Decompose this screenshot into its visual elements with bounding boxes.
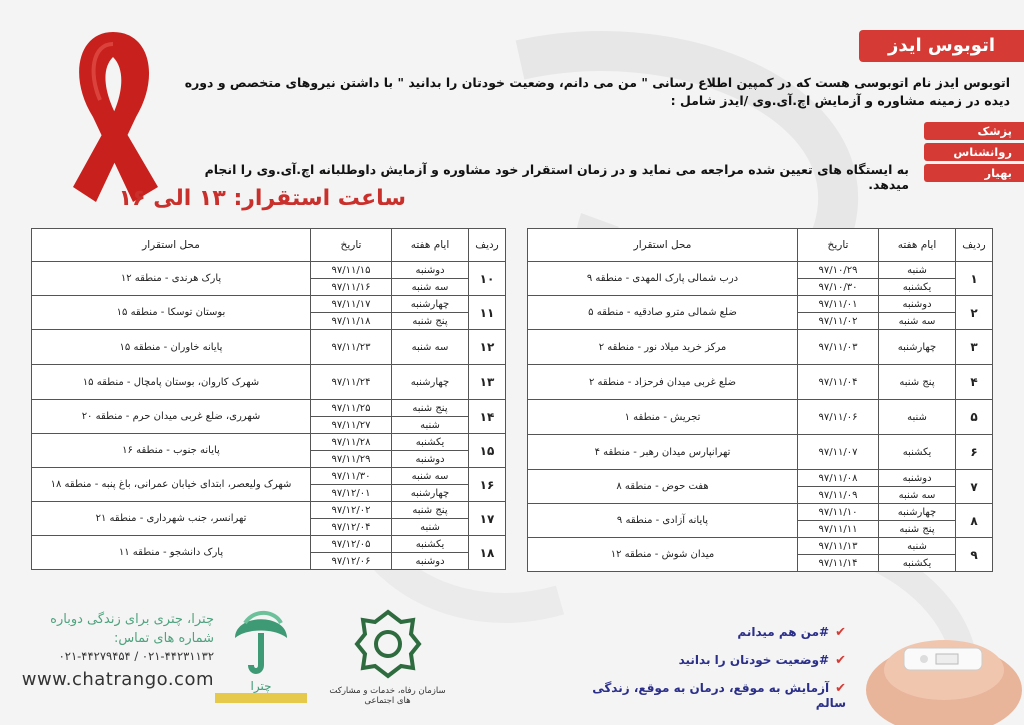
- place-cell: بوستان توسکا - منطقه ۱۵: [32, 296, 311, 330]
- place-cell: تهرانسر، جنب شهرداری - منطقه ۲۱: [32, 502, 311, 536]
- date-cell: ۹۷/۱۱/۰۸: [798, 470, 879, 487]
- day-cell: یکشنبه: [879, 435, 956, 470]
- day-cell: یکشنبه: [392, 434, 469, 451]
- check-icon: ✔: [835, 653, 846, 668]
- date-cell: ۹۷/۱۱/۰۱: [798, 296, 879, 313]
- date-cell: ۹۷/۱۱/۱۸: [311, 313, 392, 330]
- row-number: ۹: [956, 538, 993, 572]
- place-cell: مرکز خرید میلاد نور - منطقه ۲: [528, 330, 798, 365]
- day-cell: دوشنبه: [392, 553, 469, 570]
- date-cell: ۹۷/۱۲/۰۵: [311, 536, 392, 553]
- table-row: [528, 435, 993, 470]
- col-header-place: محل استقرار: [528, 229, 798, 262]
- chatra-contact: [14, 612, 214, 690]
- place-cell: پارک دانشجو - منطقه ۱۱: [32, 536, 311, 570]
- tagline: چترا، چتری برای زندگی دوباره: [50, 612, 214, 627]
- row-number: ۷: [956, 470, 993, 504]
- page-title: اتوبوس ایدز: [859, 30, 1024, 62]
- col-header-place: محل استقرار: [32, 229, 311, 262]
- date-cell: ۹۷/۱۰/۳۰: [798, 279, 879, 296]
- row-number: ۱۰: [469, 262, 506, 296]
- day-cell: یکشنبه: [879, 555, 956, 572]
- date-cell: ۹۷/۱۱/۱۱: [798, 521, 879, 538]
- logo-bar: [215, 693, 307, 703]
- date-cell: ۹۷/۱۱/۱۳: [798, 538, 879, 555]
- welfare-org-logo: [325, 608, 450, 713]
- col-header-day: ایام هفته: [879, 229, 956, 262]
- col-header-day: ایام هفته: [392, 229, 469, 262]
- chatra-logo: [215, 603, 307, 703]
- day-cell: چهارشنبه: [392, 296, 469, 313]
- day-cell: یکشنبه: [879, 279, 956, 296]
- date-cell: ۹۷/۱۱/۲۷: [311, 417, 392, 434]
- row-number: ۶: [956, 435, 993, 470]
- place-cell: شهرک کاروان، بوستان پامچال - منطقه ۱۵: [32, 365, 311, 400]
- refer-text: به ایستگاه های تعیین شده مراجعه می نماید و در زمان استقرار خود مشاوره و آزمایش داوطلبانه اچ.آی.وی را انجام میدهد.: [204, 162, 909, 192]
- day-cell: چهارشنبه: [392, 365, 469, 400]
- day-cell: چهارشنبه: [879, 504, 956, 521]
- date-cell: ۹۷/۱۱/۱۴: [798, 555, 879, 572]
- row-number: ۱۶: [469, 468, 506, 502]
- table-row: [32, 365, 506, 400]
- emblem-icon: [353, 608, 423, 680]
- row-number: ۱۸: [469, 536, 506, 570]
- table-row: [528, 330, 993, 365]
- day-cell: دوشنبه: [879, 470, 956, 487]
- row-number: ۱۲: [469, 330, 506, 365]
- place-cell: میدان شوش - منطقه ۱۲: [528, 538, 798, 572]
- table-row: [528, 470, 993, 487]
- date-cell: ۹۷/۱۱/۲۵: [311, 400, 392, 417]
- place-cell: شهرک ولیعصر، ابتدای خیابان عمرانی، باغ پنبه - منطقه ۱۸: [32, 468, 311, 502]
- place-cell: شهرری، ضلع غربی میدان حرم - منطقه ۲۰: [32, 400, 311, 434]
- date-cell: ۹۷/۱۱/۰۲: [798, 313, 879, 330]
- check-icon: ✔: [835, 681, 846, 696]
- day-cell: دوشنبه: [392, 262, 469, 279]
- date-cell: ۹۷/۱۱/۱۷: [311, 296, 392, 313]
- day-cell: سه شنبه: [392, 279, 469, 296]
- place-cell: تهرانپارس میدان رهبر - منطقه ۴: [528, 435, 798, 470]
- table-row: [528, 538, 993, 555]
- table-row: [528, 296, 993, 313]
- logo-name: چترا: [250, 679, 272, 693]
- table-row: [32, 296, 506, 313]
- place-cell: پایانه آزادی - منطقه ۹: [528, 504, 798, 538]
- place-cell: ضلع شمالی مترو صادقیه - منطقه ۵: [528, 296, 798, 330]
- day-cell: سه شنبه: [392, 330, 469, 365]
- date-cell: ۹۷/۱۱/۱۶: [311, 279, 392, 296]
- date-cell: ۹۷/۱۲/۰۴: [311, 519, 392, 536]
- date-cell: ۹۷/۱۱/۰۷: [798, 435, 879, 470]
- date-cell: ۹۷/۱۲/۰۲: [311, 502, 392, 519]
- intro-text: اتوبوس ایدز نام اتوبوسی هست که در کمپین اطلاع رسانی " من می دانم، وضعیت خودتان را بدانید " با داشتن نیروهای متخصص و دوره دیده در زمینه مشاوره و آزمایش اچ.آی.وی /ایدز شامل :: [184, 75, 1010, 108]
- date-cell: ۹۷/۱۱/۰۴: [798, 365, 879, 400]
- day-cell: شنبه: [392, 417, 469, 434]
- day-cell: یکشنبه: [392, 536, 469, 553]
- row-number: ۱: [956, 262, 993, 296]
- table-row: [32, 536, 506, 553]
- table-row: [528, 365, 993, 400]
- slogan-item: ✔#وضعیت خودتان را بدانید: [678, 653, 846, 668]
- contact-label: شماره های تماس:: [113, 631, 214, 646]
- day-cell: شنبه: [879, 262, 956, 279]
- table-row: [32, 468, 506, 485]
- table-row: [32, 330, 506, 365]
- row-number: ۳: [956, 330, 993, 365]
- schedule-table-right: [527, 228, 993, 572]
- date-cell: ۹۷/۱۱/۱۰: [798, 504, 879, 521]
- col-header-row: ردیف: [956, 229, 993, 262]
- row-number: ۱۵: [469, 434, 506, 468]
- date-cell: ۹۷/۱۱/۰۶: [798, 400, 879, 435]
- place-cell: ضلع غربی میدان فرحزاد - منطقه ۲: [528, 365, 798, 400]
- red-ribbon-icon: [38, 22, 188, 212]
- staff-roles: [924, 122, 1024, 185]
- row-number: ۴: [956, 365, 993, 400]
- check-icon: ✔: [835, 625, 846, 640]
- row-number: ۸: [956, 504, 993, 538]
- day-cell: دوشنبه: [392, 451, 469, 468]
- slogan-item: ✔آزمایش به موقع، درمان به موقع، زندگی سالم: [592, 681, 846, 710]
- day-cell: شنبه: [879, 538, 956, 555]
- day-cell: سه شنبه: [879, 313, 956, 330]
- row-number: ۱۱: [469, 296, 506, 330]
- slogan-item: ✔#من هم میدانم: [737, 625, 846, 640]
- day-cell: شنبه: [879, 400, 956, 435]
- phone-numbers: ۰۲۱-۴۴۲۷۹۴۵۴ / ۰۲۱-۴۴۲۳۱۱۳۲: [58, 649, 214, 663]
- umbrella-icon: [215, 603, 307, 683]
- place-cell: پایانه خاوران - منطقه ۱۵: [32, 330, 311, 365]
- hours-heading: ساعت استقرار: ۱۳ الی ۱۶: [118, 186, 406, 211]
- date-cell: ۹۷/۱۰/۲۹: [798, 262, 879, 279]
- table-row: [32, 262, 506, 279]
- day-cell: چهارشنبه: [392, 485, 469, 502]
- table-row: [528, 262, 993, 279]
- day-cell: چهارشنبه: [879, 330, 956, 365]
- date-cell: ۹۷/۱۱/۱۵: [311, 262, 392, 279]
- org-caption: سازمان رفاه، خدمات و مشارکت های اجتماعی: [329, 686, 446, 706]
- table-row: [32, 434, 506, 451]
- day-cell: سه شنبه: [879, 487, 956, 504]
- role-tag: بهیار: [924, 164, 1024, 182]
- date-cell: ۹۷/۱۱/۲۸: [311, 434, 392, 451]
- date-cell: ۹۷/۱۱/۰۹: [798, 487, 879, 504]
- place-cell: پارک هرندی - منطقه ۱۲: [32, 262, 311, 296]
- place-cell: هفت حوض - منطقه ۸: [528, 470, 798, 504]
- schedule-table-left: [31, 228, 506, 570]
- day-cell: پنج شنبه: [879, 521, 956, 538]
- date-cell: ۹۷/۱۲/۰۶: [311, 553, 392, 570]
- row-number: ۵: [956, 400, 993, 435]
- date-cell: ۹۷/۱۱/۲۴: [311, 365, 392, 400]
- row-number: ۱۳: [469, 365, 506, 400]
- date-cell: ۹۷/۱۱/۲۹: [311, 451, 392, 468]
- row-number: ۲: [956, 296, 993, 330]
- table-row: [32, 502, 506, 519]
- date-cell: ۹۷/۱۱/۰۳: [798, 330, 879, 365]
- col-header-row: ردیف: [469, 229, 506, 262]
- day-cell: پنج شنبه: [392, 502, 469, 519]
- date-cell: ۹۷/۱۱/۲۳: [311, 330, 392, 365]
- table-row: [32, 400, 506, 417]
- date-cell: ۹۷/۱۲/۰۱: [311, 485, 392, 502]
- date-cell: ۹۷/۱۱/۳۰: [311, 468, 392, 485]
- row-number: ۱۴: [469, 400, 506, 434]
- col-header-date: تاریخ: [798, 229, 879, 262]
- place-cell: تجریش - منطقه ۱: [528, 400, 798, 435]
- row-number: ۱۷: [469, 502, 506, 536]
- hands-test-kit-image: [864, 600, 1024, 725]
- col-header-date: تاریخ: [311, 229, 392, 262]
- slogan-list: [566, 625, 846, 723]
- day-cell: پنج شنبه: [879, 365, 956, 400]
- day-cell: سه شنبه: [392, 468, 469, 485]
- day-cell: پنج شنبه: [392, 400, 469, 417]
- role-tag: روانشناس: [924, 143, 1024, 161]
- place-cell: درب شمالی پارک المهدی - منطقه ۹: [528, 262, 798, 296]
- role-tag: پزشک: [924, 122, 1024, 140]
- website-link[interactable]: www.chatrango.com: [21, 669, 214, 690]
- table-row: [528, 400, 993, 435]
- place-cell: پایانه جنوب - منطقه ۱۶: [32, 434, 311, 468]
- table-row: [528, 504, 993, 521]
- day-cell: پنج شنبه: [392, 313, 469, 330]
- day-cell: دوشنبه: [879, 296, 956, 313]
- day-cell: شنبه: [392, 519, 469, 536]
